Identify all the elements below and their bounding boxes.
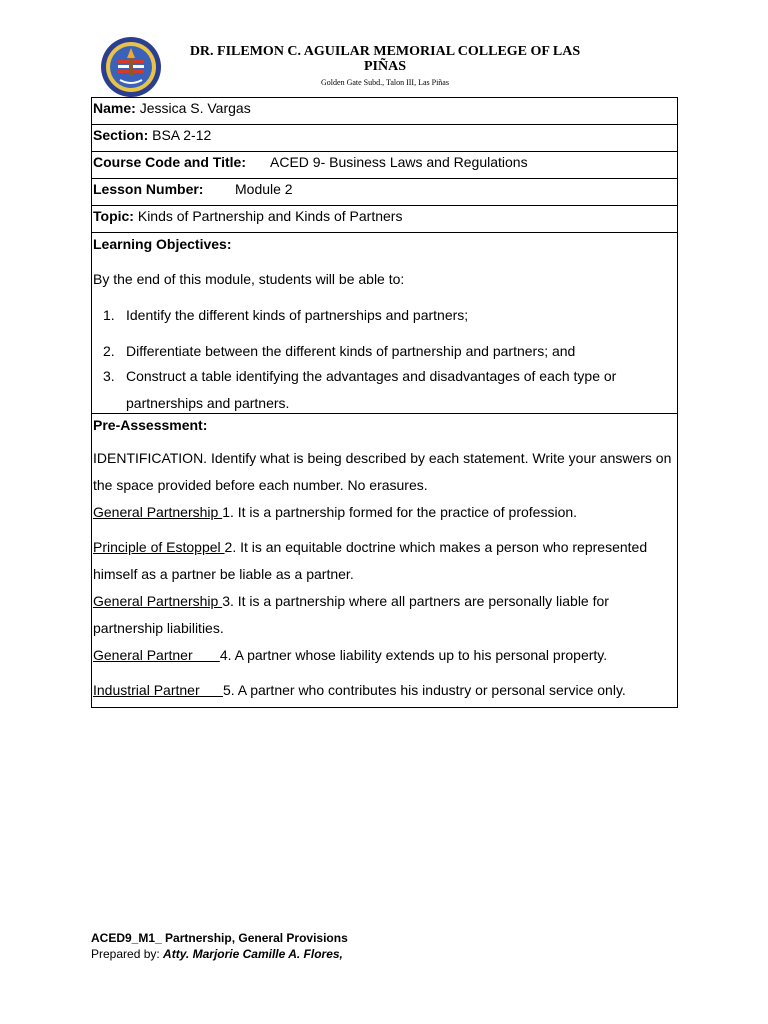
- name-value: Jessica S. Vargas: [139, 100, 251, 116]
- learning-objectives: [92, 233, 677, 414]
- preassessment-heading: Pre-Assessment:: [93, 417, 208, 433]
- list-item: General Partnership 1. It is a partnership formed for the practice of profession.: [93, 504, 578, 520]
- objectives-heading: Learning Objectives:: [93, 236, 232, 252]
- list-item: 1. Identify the different kinds of partnerships and partners;: [103, 307, 469, 323]
- section-value: BSA 2-12: [152, 127, 212, 143]
- course-row: [92, 152, 677, 179]
- college-name: DR. FILEMON C. AGUILAR MEMORIAL COLLEGE OF LAS PIÑAS: [189, 44, 581, 74]
- topic-label: Topic:: [93, 208, 134, 224]
- course-label: Course Code and Title:: [93, 154, 246, 170]
- footer-module: ACED9_M1_ Partnership, General Provisions: [91, 931, 348, 945]
- name-row: [92, 98, 677, 125]
- topic-row: [92, 206, 677, 233]
- list-item: General Partnership 3. It is a partnership where all partners are personally liable for partnership liabilities.: [93, 593, 609, 636]
- preassessment-instructions: IDENTIFICATION. Identify what is being described by each statement. Write your answers on the space provided before each number. No erasures.: [93, 450, 672, 493]
- lesson-value: Module 2: [235, 181, 293, 197]
- footer-prepared: [91, 947, 343, 961]
- author-name: Atty. Marjorie Camille A. Flores,: [163, 947, 343, 961]
- list-item: 3. Construct a table identifying the advantages and disadvantages of each type or partnerships and partners.: [103, 368, 617, 411]
- section-label: Section:: [93, 127, 149, 143]
- lesson-sheet: [91, 97, 678, 708]
- objectives-list: [93, 305, 677, 417]
- list-item: General Partner 4. A partner whose liability extends up to his personal property.: [93, 647, 608, 663]
- pre-assessment: [92, 414, 677, 707]
- list-item: 2. Differentiate between the different kinds of partnership and partners; and: [103, 343, 576, 359]
- list-item: Principle of Estoppel 2. It is an equitable doctrine which makes a person who represented himself as a partner be liable as a partner.: [93, 539, 648, 582]
- objectives-intro: By the end of this module, students will be able to:: [93, 271, 405, 287]
- prepared-label: Prepared by:: [91, 947, 164, 961]
- course-value: ACED 9- Business Laws and Regulations: [270, 154, 528, 170]
- topic-value: Kinds of Partnership and Kinds of Partners: [137, 208, 403, 224]
- college-seal-icon: [100, 36, 162, 98]
- list-item: Industrial Partner 5. A partner who contributes his industry or personal service only.: [93, 682, 626, 698]
- college-address: Golden Gate Subd., Talon III, Las Piñas: [321, 78, 449, 87]
- lesson-label: Lesson Number:: [93, 181, 204, 197]
- section-row: [92, 125, 677, 152]
- name-label: Name:: [93, 100, 136, 116]
- lesson-row: [92, 179, 677, 206]
